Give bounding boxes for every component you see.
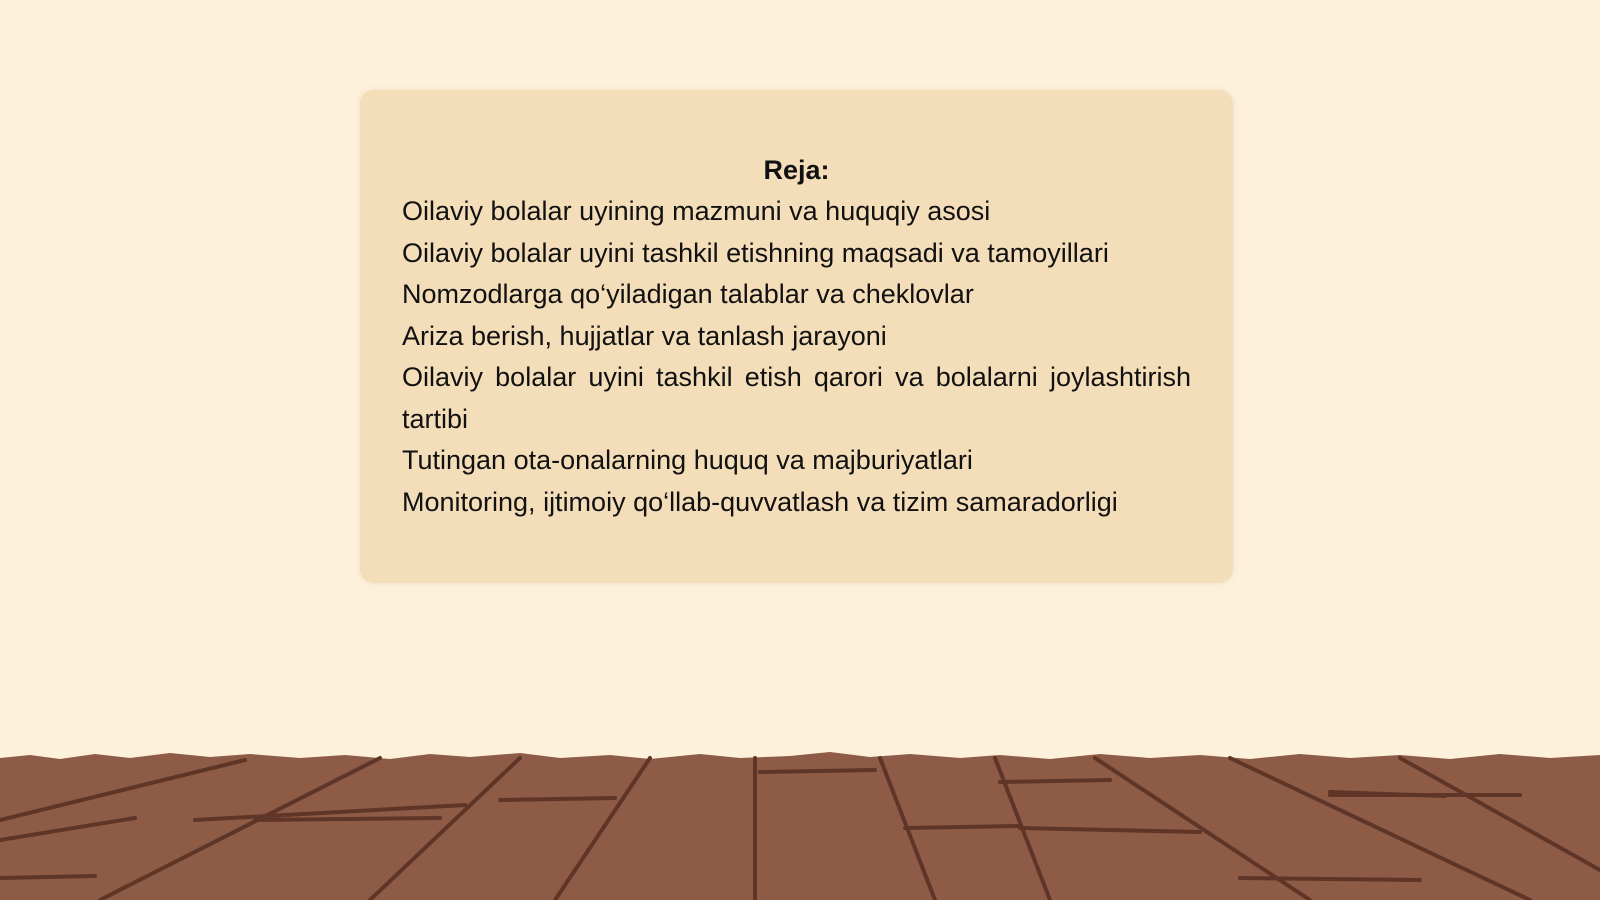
wooden-floor-illustration xyxy=(0,750,1600,900)
plan-item: Oilaviy bolalar uyini tashkil etish qarori va bolalarni joylashtirish tartibi xyxy=(402,362,1191,434)
plan-item: Monitoring, ijtimoiy qo‘llab-quvvatlash va tizim samaradorligi xyxy=(402,486,1118,517)
plan-card xyxy=(360,90,1233,583)
plan-item: Ariza berish, hujjatlar va tanlash jarayoni xyxy=(402,320,887,351)
plan-item: Tutingan ota-onalarning huquq va majburiyatlari xyxy=(402,445,973,475)
plan-item: Nomzodlarga qo‘yiladigan talablar va cheklovlar xyxy=(402,279,974,309)
plan-list xyxy=(402,191,1191,523)
plan-item: Oilaviy bolalar uyining mazmuni va huquqiy asosi xyxy=(402,196,991,226)
plan-title: Reja: xyxy=(763,155,830,185)
plan-item: Oilaviy bolalar uyini tashkil etishning maqsadi va tamoyillari xyxy=(402,237,1109,268)
